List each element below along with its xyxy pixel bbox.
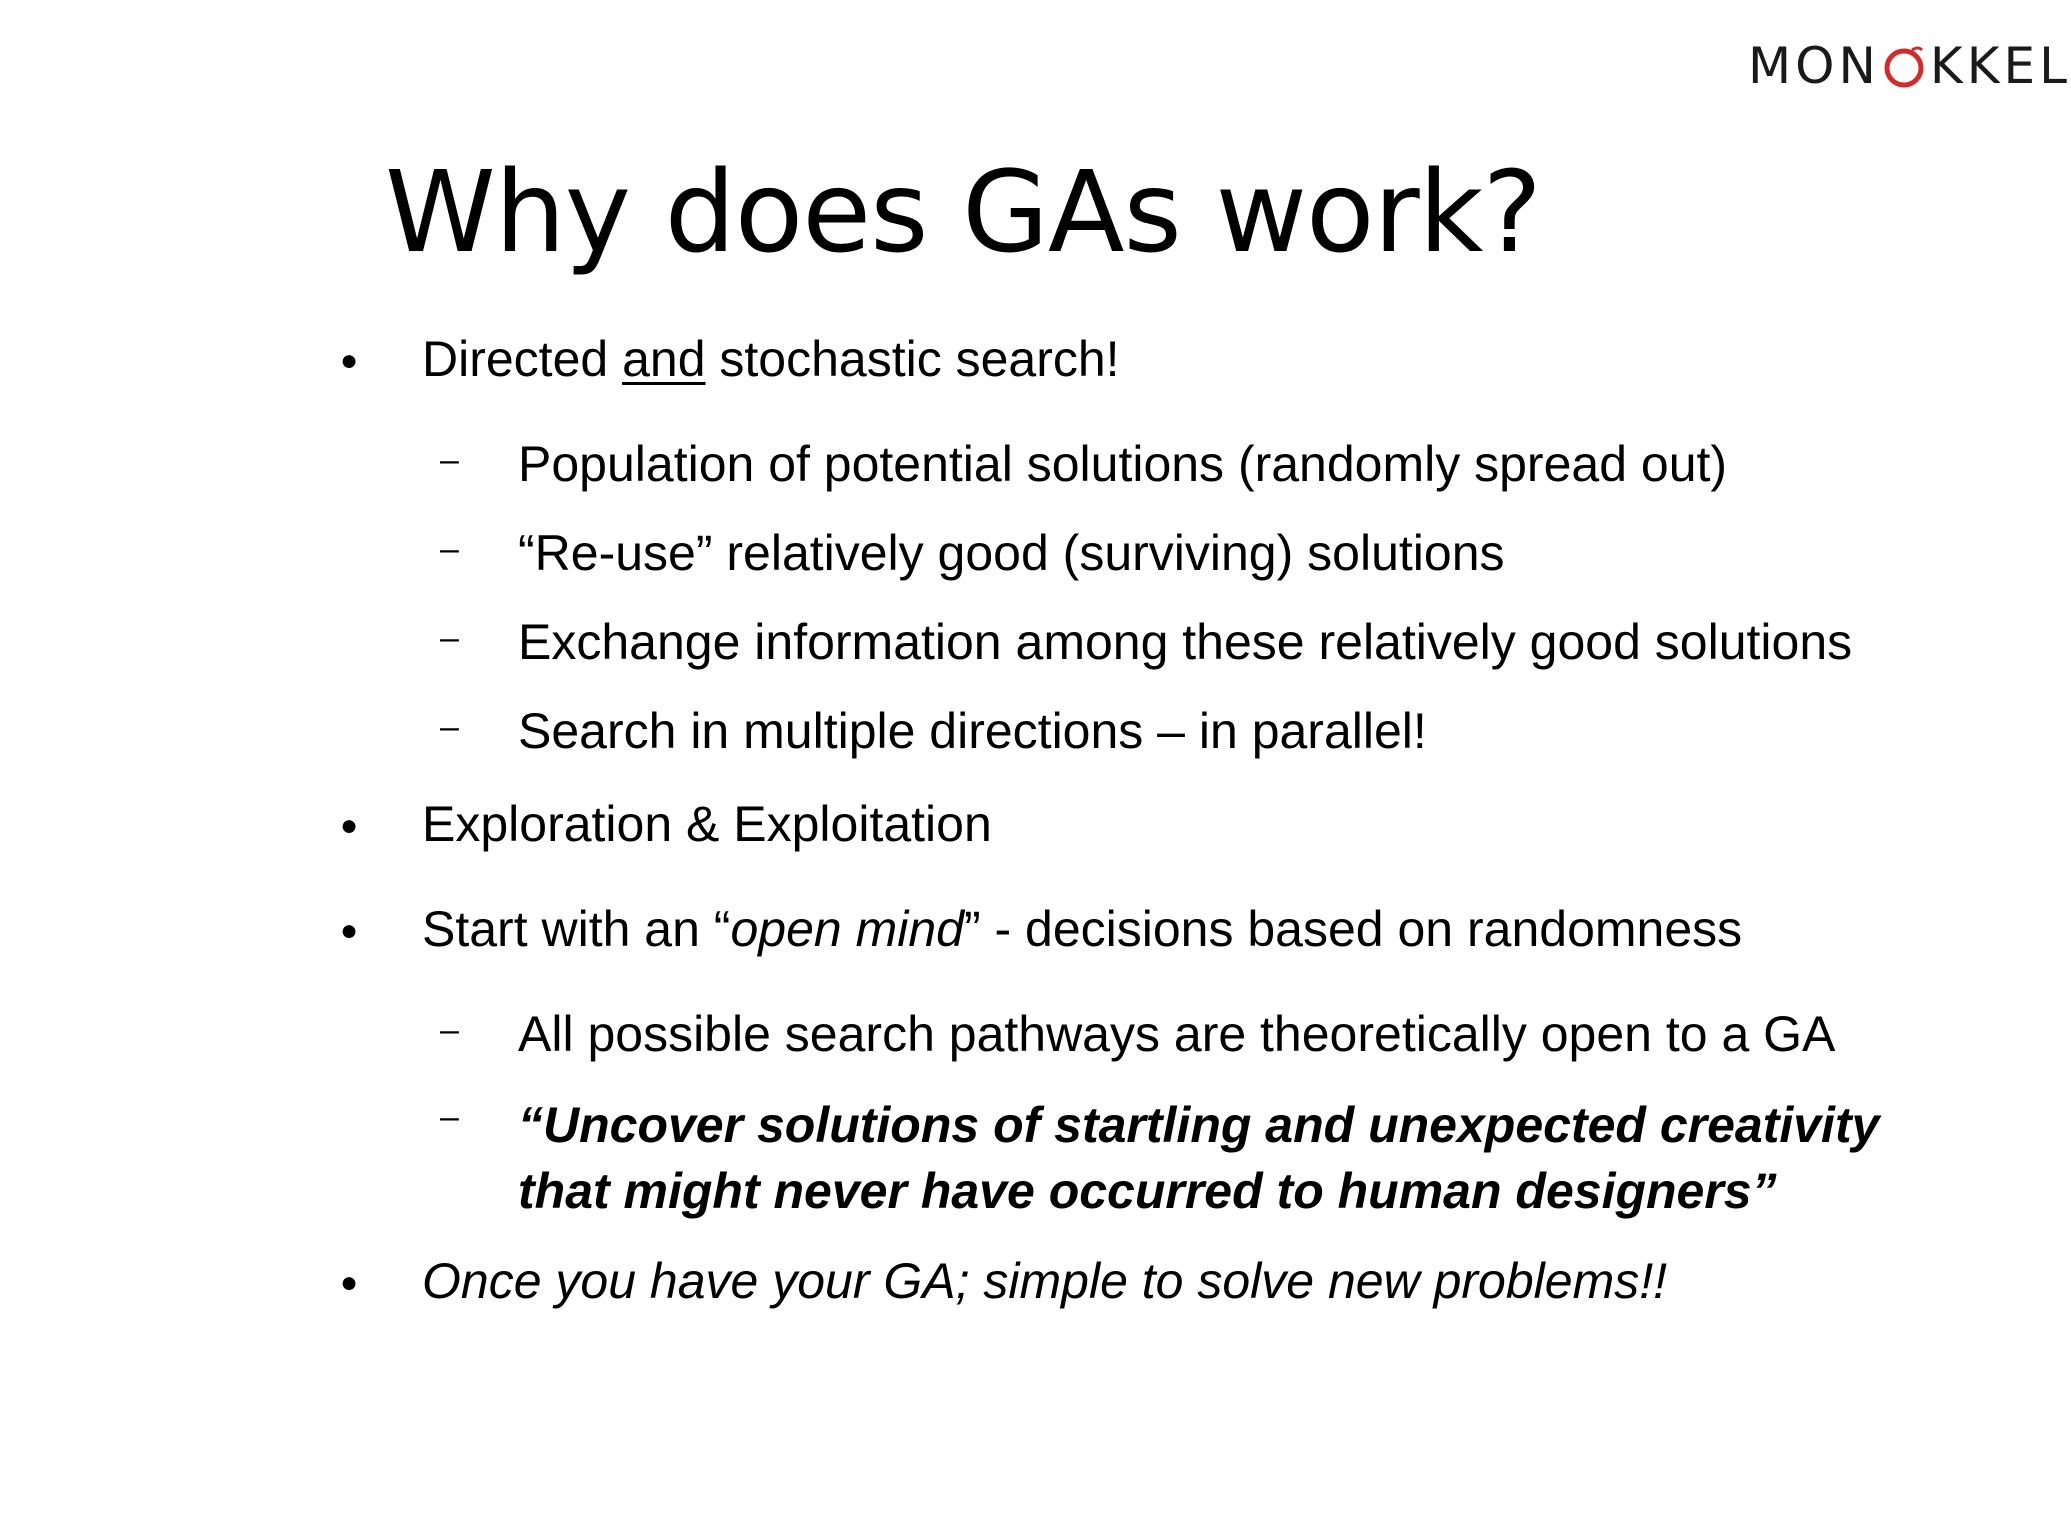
dash-marker: – (440, 441, 459, 479)
bullet-text-pre: Directed (422, 331, 623, 387)
monokkel-logo (1748, 38, 2071, 94)
subbullet-text: Population of potential solutions (randomly spread out) (518, 436, 1728, 492)
dash-marker: – (440, 619, 459, 657)
logo-ring-icon (1882, 44, 1926, 88)
subbullet-parallel (440, 702, 1427, 760)
dash-marker: – (440, 530, 459, 568)
bullet-marker: ● (340, 1266, 359, 1299)
bullet-marker: ● (340, 344, 359, 377)
quote-text (518, 1097, 1879, 1219)
subbullet-text: Exchange information among these relatively good solutions (518, 614, 1853, 670)
subbullet-pathways (440, 1005, 1836, 1063)
bullet-open-mind (340, 900, 1743, 958)
subbullet-text: “Re-use” relatively good (surviving) solutions (518, 525, 1505, 581)
bullet-text (422, 901, 1742, 957)
bullet-once-you-have (340, 1252, 1668, 1310)
logo-text-start: MON (1748, 37, 1880, 95)
bullet-text: Exploration & Exploitation (422, 796, 992, 852)
subbullet-reuse (440, 524, 1505, 582)
subbullet-population (440, 435, 1728, 493)
bullet-text-post: stochastic search! (705, 331, 1120, 387)
slide-title: Why does GAs work? (385, 148, 1541, 278)
bullet-text-italic: open mind (730, 901, 964, 957)
dash-marker: – (440, 1011, 459, 1049)
bullet-text-underlined: and (622, 331, 706, 387)
bullet-exploration (340, 795, 992, 853)
bullet-marker: ● (340, 809, 359, 842)
bullet-text: Once you have your GA; simple to solve new problems!! (422, 1253, 1668, 1309)
quote-line-2: that might never have occurred to human designers” (518, 1163, 1777, 1219)
dash-marker: – (440, 1098, 459, 1136)
bullet-text-post: ” - decisions based on randomness (963, 901, 1743, 957)
bullet-text-pre: Start with an “ (422, 901, 731, 957)
dash-marker: – (440, 708, 459, 746)
subbullet-quote (440, 1092, 1880, 1224)
bullet-marker: ● (340, 914, 359, 947)
quote-line-1: “Uncover solutions of startling and unexpected creativity (518, 1097, 1880, 1153)
subbullet-exchange (440, 613, 1853, 671)
subbullet-text: Search in multiple directions – in parallel! (518, 703, 1427, 759)
logo-text-end: KKEL (1929, 37, 2071, 95)
subbullet-text: All possible search pathways are theoretically open to a GA (518, 1006, 1836, 1062)
bullet-directed-search (340, 330, 1120, 388)
bullet-text (422, 331, 1120, 387)
